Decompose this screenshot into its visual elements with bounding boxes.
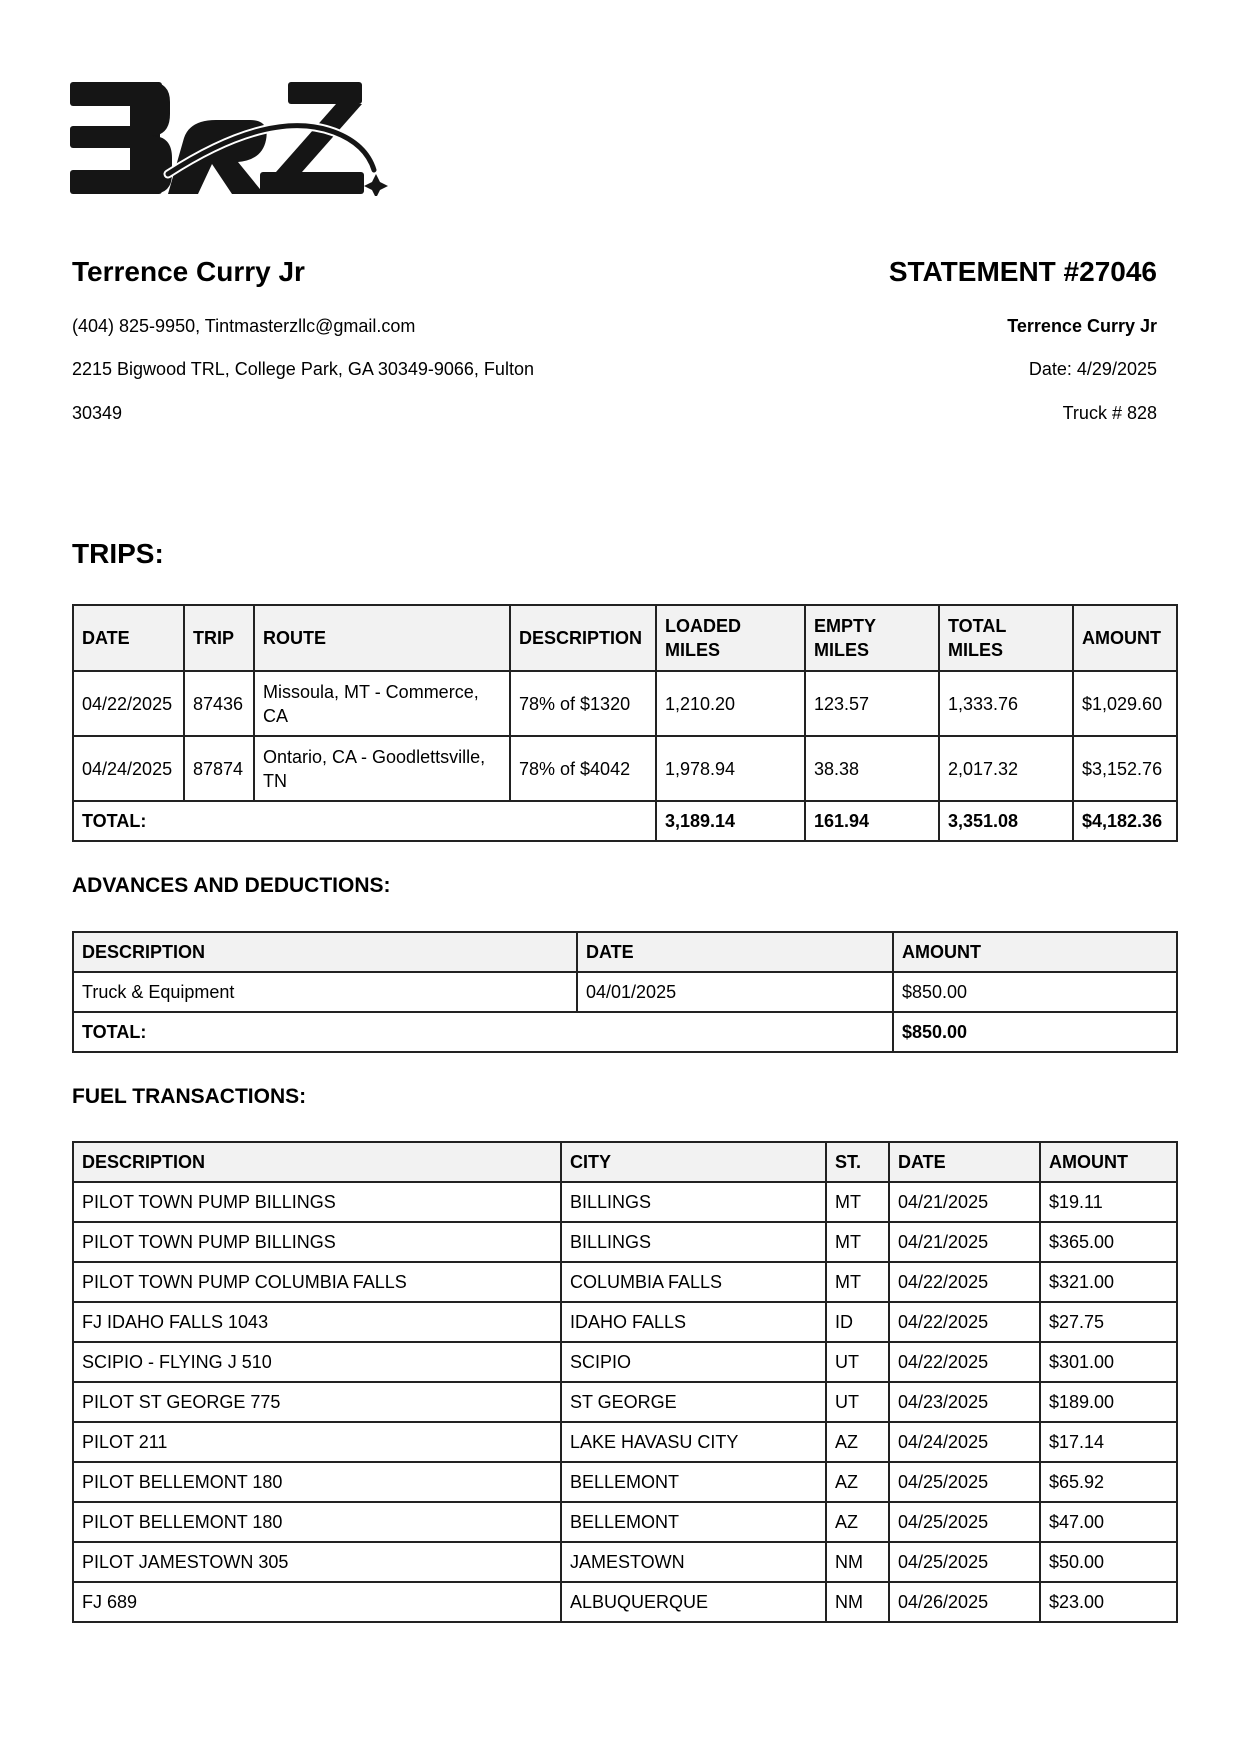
sparkle-icon <box>364 174 388 196</box>
fuel-description: PILOT BELLEMONT 180 <box>73 1462 561 1502</box>
trips-total-label: TOTAL: <box>73 801 656 841</box>
trip-total-miles: 2,017.32 <box>939 736 1073 801</box>
trip-number: 87436 <box>184 671 254 736</box>
advances-col-amount: AMOUNT <box>893 932 1177 972</box>
fuel-amount: $47.00 <box>1040 1502 1177 1542</box>
fuel-state: AZ <box>826 1422 889 1462</box>
fuel-amount: $321.00 <box>1040 1262 1177 1302</box>
driver-address-line2: 30349 <box>72 403 123 423</box>
table-row <box>73 1182 1177 1222</box>
table-row <box>73 1542 1177 1582</box>
fuel-date: 04/22/2025 <box>889 1302 1040 1342</box>
trip-amount: $1,029.60 <box>1073 671 1177 736</box>
fuel-col-date: DATE <box>889 1142 1040 1182</box>
fuel-date: 04/24/2025 <box>889 1422 1040 1462</box>
fuel-amount: $27.75 <box>1040 1302 1177 1342</box>
table-row <box>73 1262 1177 1302</box>
statement-date: Date: 4/29/2025 <box>1028 359 1157 379</box>
fuel-city: BELLEMONT <box>561 1502 826 1542</box>
table-row <box>73 1222 1177 1262</box>
advances-col-description: DESCRIPTION <box>73 932 577 972</box>
fuel-amount: $19.11 <box>1040 1182 1177 1222</box>
fuel-description: PILOT TOWN PUMP BILLINGS <box>73 1222 561 1262</box>
trips-col-route: ROUTE <box>254 605 510 671</box>
table-row <box>73 1302 1177 1342</box>
fuel-date: 04/21/2025 <box>889 1182 1040 1222</box>
fuel-header-row <box>73 1142 1177 1182</box>
fuel-description: SCIPIO - FLYING J 510 <box>73 1342 561 1382</box>
table-row <box>73 1582 1177 1622</box>
fuel-date: 04/23/2025 <box>889 1382 1040 1422</box>
statement-truck: Truck # 828 <box>1062 403 1157 423</box>
fuel-city: SCIPIO <box>561 1342 826 1382</box>
fuel-description: PILOT BELLEMONT 180 <box>73 1502 561 1542</box>
advances-total-amount: $850.00 <box>893 1012 1177 1052</box>
fuel-city: IDAHO FALLS <box>561 1302 826 1342</box>
trips-total-row <box>73 801 1177 841</box>
fuel-table <box>72 1141 1178 1623</box>
fuel-date: 04/25/2025 <box>889 1462 1040 1502</box>
fuel-city: ST GEORGE <box>561 1382 826 1422</box>
advances-heading: ADVANCES AND DEDUCTIONS: <box>72 874 391 897</box>
statement-title: STATEMENT #27046 <box>888 256 1157 287</box>
fuel-city: JAMESTOWN <box>561 1542 826 1582</box>
fuel-date: 04/21/2025 <box>889 1222 1040 1262</box>
fuel-state: NM <box>826 1582 889 1622</box>
driver-contact: (404) 825-9950, Tintmasterzllc@gmail.com <box>72 316 416 336</box>
fuel-city: COLUMBIA FALLS <box>561 1262 826 1302</box>
trips-total-miles: 3,351.08 <box>939 801 1073 841</box>
table-row <box>73 1342 1177 1382</box>
fuel-description: FJ 689 <box>73 1582 561 1622</box>
fuel-amount: $189.00 <box>1040 1382 1177 1422</box>
trips-col-total-miles: TOTAL MILES <box>939 605 1073 671</box>
fuel-col-state: ST. <box>826 1142 889 1182</box>
fuel-state: NM <box>826 1542 889 1582</box>
fuel-heading: FUEL TRANSACTIONS: <box>72 1085 307 1108</box>
trip-empty-miles: 123.57 <box>805 671 939 736</box>
fuel-state: MT <box>826 1262 889 1302</box>
table-row <box>73 736 1177 801</box>
fuel-date: 04/22/2025 <box>889 1262 1040 1302</box>
fuel-amount: $50.00 <box>1040 1542 1177 1582</box>
trip-amount: $3,152.76 <box>1073 736 1177 801</box>
statement-name: Terrence Curry Jr <box>1007 316 1157 336</box>
trip-description: 78% of $1320 <box>510 671 656 736</box>
advance-description: Truck & Equipment <box>73 972 577 1012</box>
fuel-state: UT <box>826 1342 889 1382</box>
advances-total-label: TOTAL: <box>73 1012 893 1052</box>
trips-col-description: DESCRIPTION <box>510 605 656 671</box>
fuel-amount: $65.92 <box>1040 1462 1177 1502</box>
fuel-state: AZ <box>826 1502 889 1542</box>
fuel-date: 04/22/2025 <box>889 1342 1040 1382</box>
trip-date: 04/22/2025 <box>73 671 184 736</box>
fuel-state: MT <box>826 1222 889 1262</box>
fuel-amount: $17.14 <box>1040 1422 1177 1462</box>
trips-col-date: DATE <box>73 605 184 671</box>
advances-table <box>72 931 1178 1053</box>
fuel-col-amount: AMOUNT <box>1040 1142 1177 1182</box>
trip-empty-miles: 38.38 <box>805 736 939 801</box>
trips-total-amount: $4,182.36 <box>1073 801 1177 841</box>
fuel-state: AZ <box>826 1462 889 1502</box>
table-row <box>73 972 1177 1012</box>
advance-date: 04/01/2025 <box>577 972 893 1012</box>
trips-header-row <box>73 605 1177 671</box>
advances-col-date: DATE <box>577 932 893 972</box>
fuel-description: PILOT ST GEORGE 775 <box>73 1382 561 1422</box>
trips-total-empty: 161.94 <box>805 801 939 841</box>
fuel-description: PILOT TOWN PUMP BILLINGS <box>73 1182 561 1222</box>
trip-total-miles: 1,333.76 <box>939 671 1073 736</box>
fuel-city: ALBUQUERQUE <box>561 1582 826 1622</box>
fuel-state: ID <box>826 1302 889 1342</box>
advances-total-row <box>73 1012 1177 1052</box>
trip-date: 04/24/2025 <box>73 736 184 801</box>
fuel-amount: $23.00 <box>1040 1582 1177 1622</box>
driver-name: Terrence Curry Jr <box>72 256 305 287</box>
trips-col-amount: AMOUNT <box>1073 605 1177 671</box>
fuel-state: UT <box>826 1382 889 1422</box>
table-row <box>73 671 1177 736</box>
trip-route: Ontario, CA - Goodlettsville, TN <box>254 736 510 801</box>
fuel-city: BELLEMONT <box>561 1462 826 1502</box>
trip-number: 87874 <box>184 736 254 801</box>
trips-col-loaded-miles: LOADED MILES <box>656 605 805 671</box>
table-row <box>73 1502 1177 1542</box>
fuel-city: BILLINGS <box>561 1182 826 1222</box>
fuel-col-description: DESCRIPTION <box>73 1142 561 1182</box>
trips-table <box>72 604 1178 842</box>
table-row <box>73 1422 1177 1462</box>
fuel-city: BILLINGS <box>561 1222 826 1262</box>
fuel-description: PILOT TOWN PUMP COLUMBIA FALLS <box>73 1262 561 1302</box>
table-row <box>73 1382 1177 1422</box>
fuel-date: 04/25/2025 <box>889 1542 1040 1582</box>
trip-route: Missoula, MT - Commerce, CA <box>254 671 510 736</box>
fuel-amount: $301.00 <box>1040 1342 1177 1382</box>
table-row <box>73 1462 1177 1502</box>
trips-heading: TRIPS: <box>72 538 164 569</box>
trips-col-empty-miles: EMPTY MILES <box>805 605 939 671</box>
fuel-col-city: CITY <box>561 1142 826 1182</box>
company-logo <box>70 78 390 196</box>
trips-total-loaded: 3,189.14 <box>656 801 805 841</box>
fuel-description: FJ IDAHO FALLS 1043 <box>73 1302 561 1342</box>
fuel-date: 04/26/2025 <box>889 1582 1040 1622</box>
advance-amount: $850.00 <box>893 972 1177 1012</box>
advances-header-row <box>73 932 1177 972</box>
fuel-description: PILOT JAMESTOWN 305 <box>73 1542 561 1582</box>
fuel-description: PILOT 211 <box>73 1422 561 1462</box>
fuel-city: LAKE HAVASU CITY <box>561 1422 826 1462</box>
driver-address-line1: 2215 Bigwood TRL, College Park, GA 30349-9066, Fulton <box>72 359 534 379</box>
fuel-amount: $365.00 <box>1040 1222 1177 1262</box>
trip-loaded-miles: 1,210.20 <box>656 671 805 736</box>
trip-description: 78% of $4042 <box>510 736 656 801</box>
trip-loaded-miles: 1,978.94 <box>656 736 805 801</box>
fuel-state: MT <box>826 1182 889 1222</box>
trips-col-trip: TRIP <box>184 605 254 671</box>
fuel-date: 04/25/2025 <box>889 1502 1040 1542</box>
